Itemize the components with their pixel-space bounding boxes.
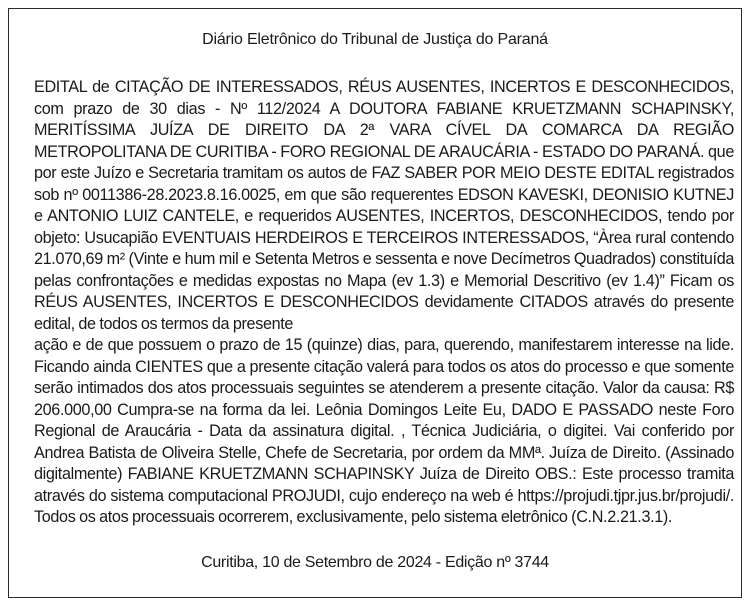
document-header-title: Diário Eletrônico do Tribunal de Justiça do Paraná [202, 31, 548, 48]
edital-paragraph-2: ação e de que possuem o prazo de 15 (quinze) dias, para, querendo, manifestarem interesse na lide. Ficando ainda CIENTES que a presente citação valerá para todos os atos do processo e que somente serão intimados dos atos processuais seguintes se atenderem a presente citação. Valor da causa: R$ 206.000,00 Cumpra-se na forma da lei. Leônia Domingos Leite Eu, DADO E PASSADO neste Foro Regional de Araucária - Data da assinatura digital. , Técnica Judiciária, o digitei. Vai conferido por Andrea Batista de Oliveira Stelle, Chefe de Secretaria, por ordem da MMª. Juíza de Direito. (Assinado digitalmente) FABIANE KRUETZMANN SCHAPINSKY Juíza de Direito OBS.: Este processo tramita através do sistema computacional PROJUDI, cujo endereço na web é https://projudi.tjpr.jus.br/projudi/. Todos os atos processuais ocorrerem, exclusivamente, pelo sistema eletrônico (C.N.2.21.3.1). [34, 336, 734, 526]
document-frame [8, 8, 742, 598]
edital-paragraph-1: EDITAL de CITAÇÃO DE INTERESSADOS, RÉUS AUSENTES, INCERTOS E DESCONHECIDOS, com prazo de 30 dias - Nº 112/2024 A DOUTORA FABIANE KRUETZMANN SCHAPINSKY, MERITÍSSIMA JUÍZA DE DIREITO DA 2ª VARA CÍVEL DA COMARCA DA REGIÃO METROPOLITANA DE CURITIBA - FORO REGIONAL DE ARAUCÁRIA - ESTADO DO PARANÁ. que por este Juízo e Secretaria tramitam os autos de FAZ SABER POR MEIO DESTE EDITAL registrados sob nº 0011386-28.2023.8.16.0025, em que são requerentes EDSON KAVESKI, DEONISIO KUTNEJ e ANTONIO LUIZ CANTELE, e requeridos AUSENTES, INCERTOS, DESCONHECIDOS, tendo por objeto: Usucapião EVENTUAIS HERDEIROS E TERCEIROS INTERESSADOS, “Àrea rural contendo 21.070,69 m² (Vinte e hum mil e Setenta Metros e sessenta e nove Decímetros Quadrados) constituída pelas confrontações e medidas expostas no Mapa (ev 1.3) e Memorial Descritivo (ev 1.4)” Ficam os RÉUS AUSENTES, INCERTOS E DESCONHECIDOS devidamente CITADOS através do presente edital, de todos os termos da presente [34, 78, 734, 333]
edital-body [34, 77, 734, 529]
document-footer: Curitiba, 10 de Setembro de 2024 - Edição nº 3744 [201, 554, 549, 571]
